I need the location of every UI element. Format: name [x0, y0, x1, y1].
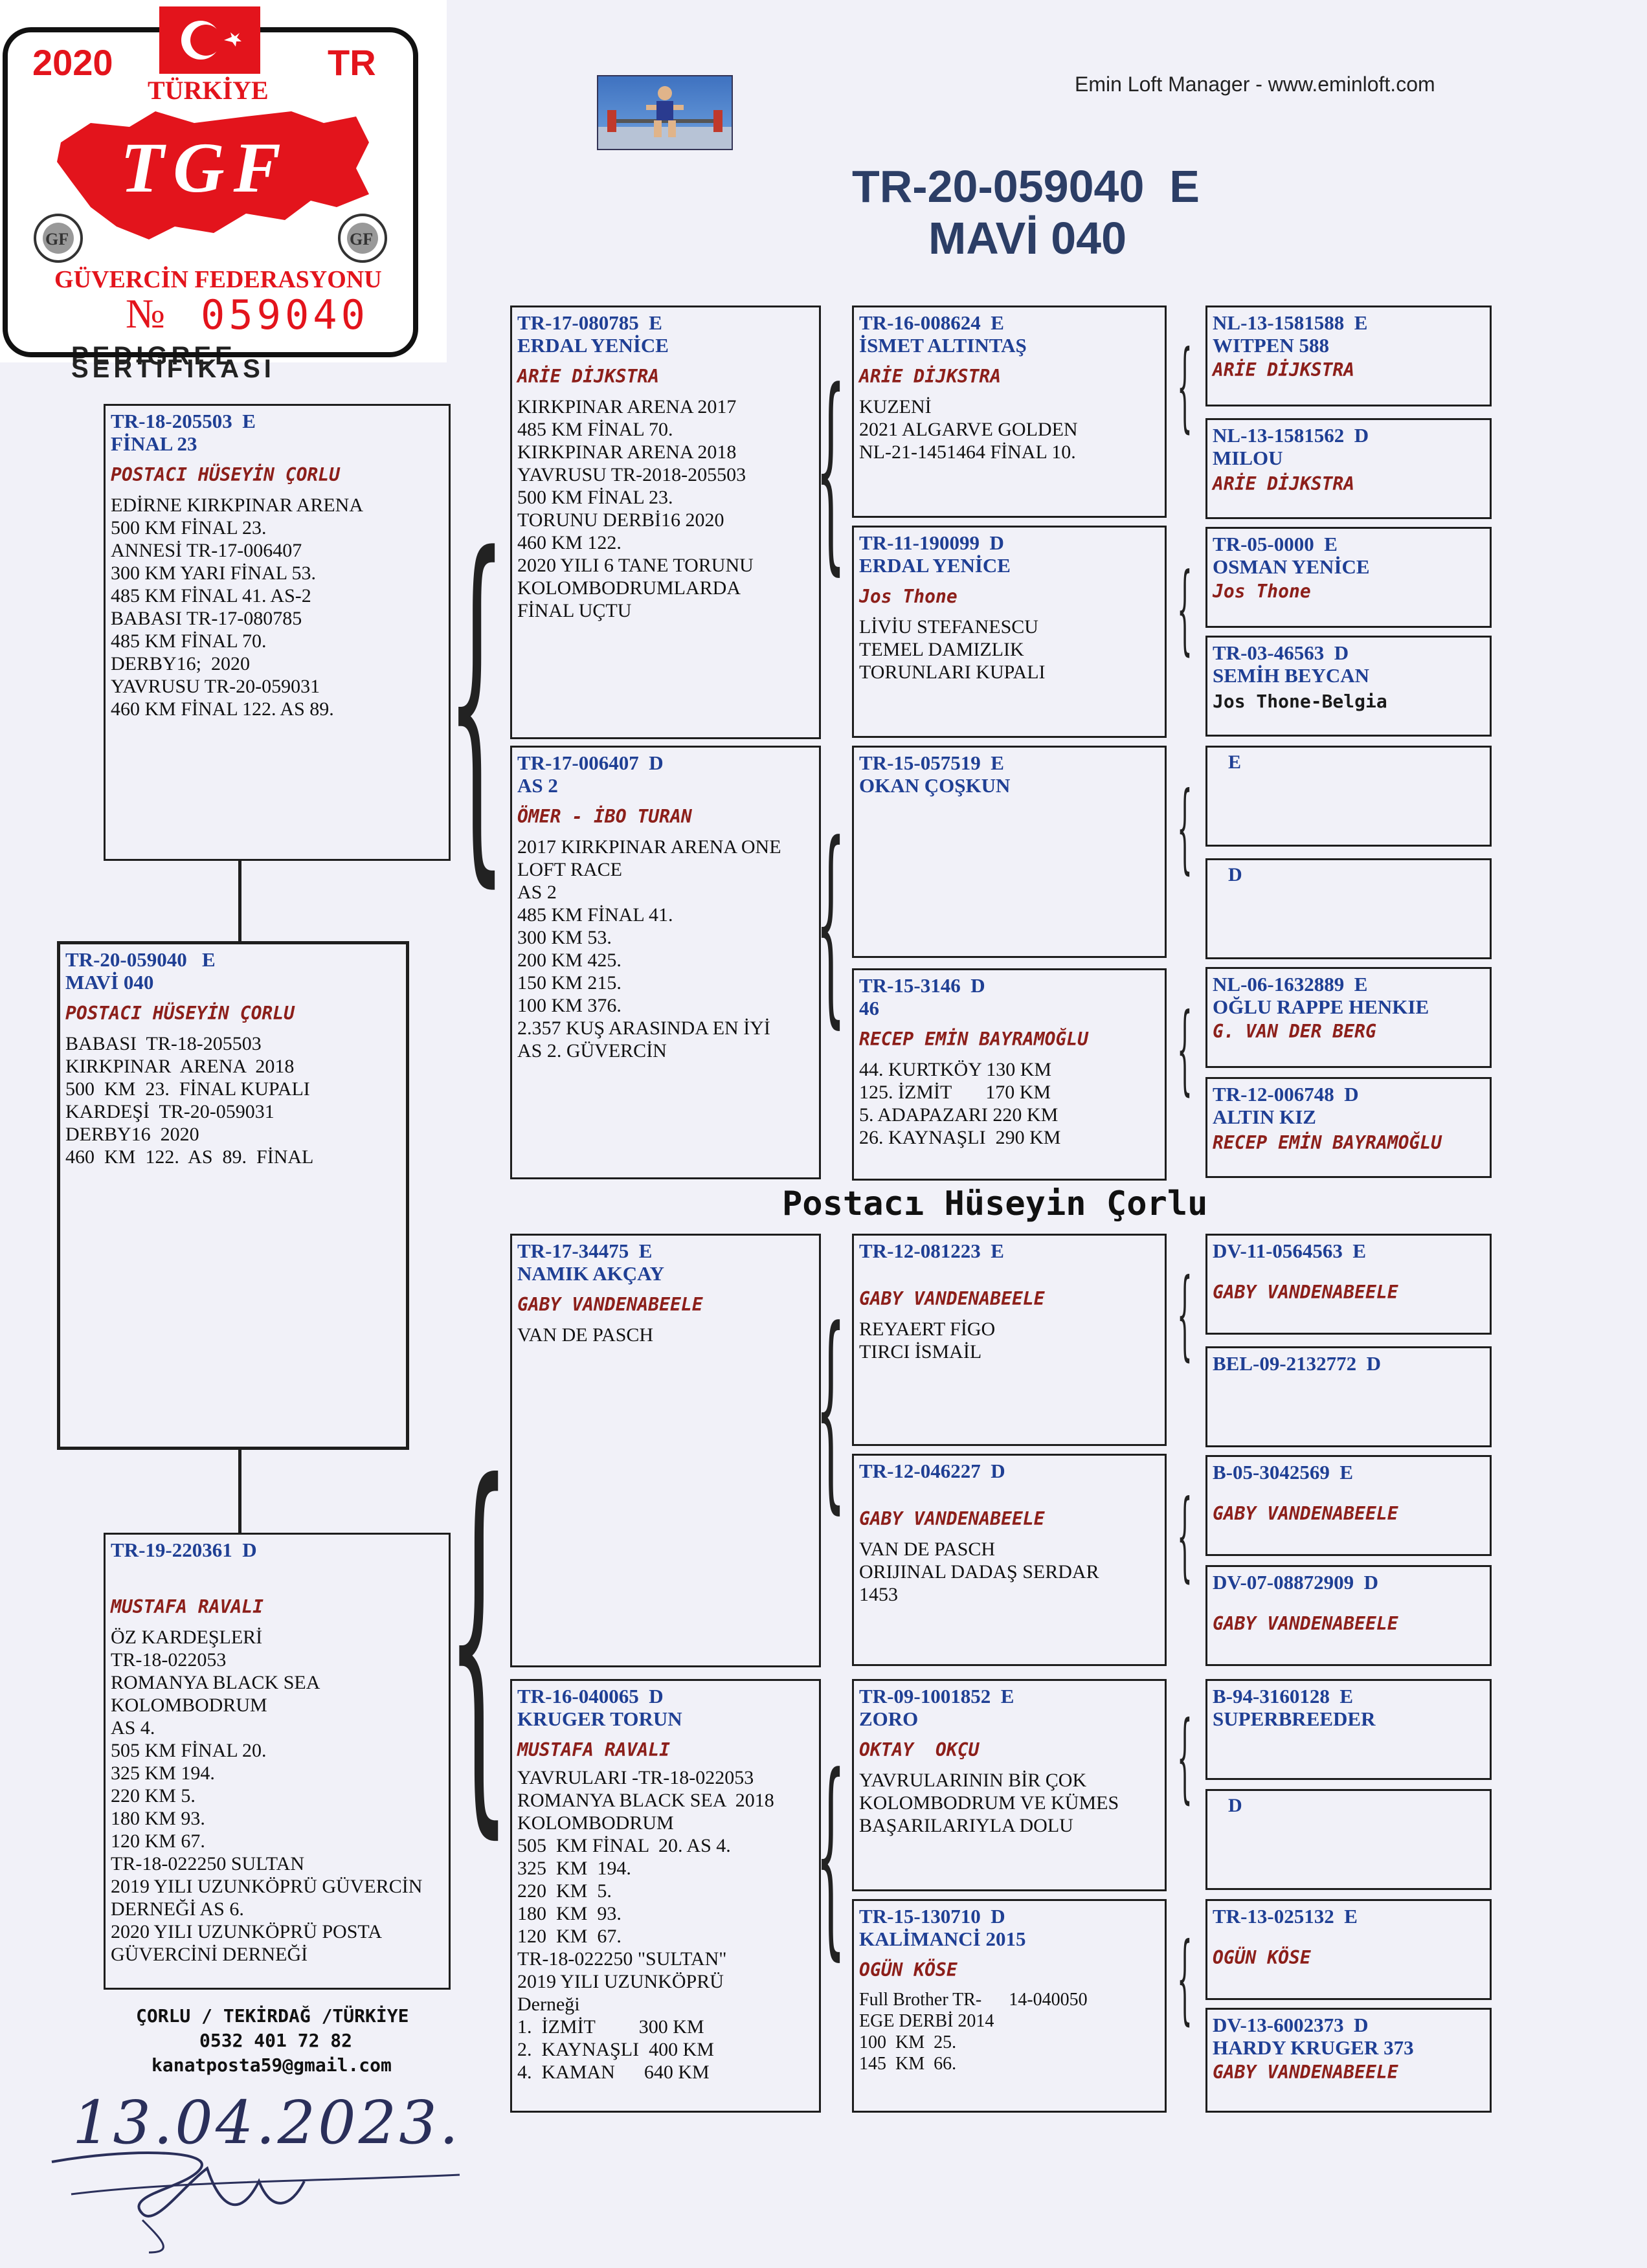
dam-breeder: MUSTAFA RAVALI	[111, 1596, 264, 1618]
gen4-card-13	[1205, 1679, 1492, 1780]
gen2-id: TR-17-34475 E NAMIK AKÇAY	[517, 1240, 665, 1285]
gen3-breeder: Jos Thone	[859, 586, 958, 607]
gen3-card-8	[852, 1899, 1167, 2113]
gen3-breeder: ARİE DİJKSTRA	[859, 366, 1002, 387]
federation-emblem-right-icon	[324, 211, 401, 265]
gen2-notes: 2017 KIRKPINAR ARENA ONE LOFT RACE AS 2 485 KM FİNAL 41. 300 KM 53. 200 KM 425. 150 KM 215. 100 KM 376. 2.357 KUŞ ARASINDA EN İYİ AS 2. GÜVERCİN	[517, 836, 781, 1062]
brace-gen4-5: {	[1177, 1258, 1193, 1371]
federation-emblem-left-icon	[19, 211, 97, 265]
gen4-card-6	[1205, 858, 1492, 959]
brace-gen4-1: {	[1177, 330, 1193, 443]
sire-id: TR-18-205503 E FİNAL 23	[111, 410, 256, 455]
turkish-flag-icon	[159, 6, 260, 74]
dam-card	[104, 1533, 451, 1990]
gen4-id: E	[1228, 751, 1242, 773]
handwritten-signature	[45, 2142, 460, 2259]
gen3-breeder: OGÜN KÖSE	[859, 1959, 958, 1981]
gen4-breeder: OGÜN KÖSE	[1213, 1947, 1311, 1968]
sire-notes: EDİRNE KIRKPINAR ARENA 500 KM FİNAL 23. ANNESİ TR-17-006407 300 KM YARI FİNAL 53. 485 KM FİNAL 41. AS-2 BABASI TR-17-080785 485 KM FİNAL 70. DERBY16; 2020 YAVRUSU TR-20-059031 460 KM FİNAL 122. AS 89.	[111, 495, 363, 720]
gen4-breeder: ARİE DİJKSTRA	[1213, 473, 1355, 495]
gen4-card-5	[1205, 746, 1492, 847]
gen4-card-8	[1205, 1077, 1492, 1178]
footer-address: ÇORLU / TEKİRDAĞ /TÜRKİYE	[136, 2005, 409, 2027]
subject-id: TR-20-059040 E MAVİ 040	[65, 948, 216, 994]
gen3-breeder: GABY VANDENABEELE	[859, 1508, 1045, 1529]
gen4-card-14	[1205, 1789, 1492, 1890]
brace-gen4-3: {	[1177, 772, 1193, 884]
gen3-notes: Full Brother TR- 14-040050 EGE DERBİ 2014 100 KM 25. 145 KM 66.	[859, 1990, 1088, 2074]
gen2-card-3	[510, 1234, 821, 1667]
gen4-id: TR-05-0000 E OSMAN YENİCE	[1213, 533, 1370, 578]
handwritten-date: 13.04.2023.	[73, 2088, 461, 2157]
dam-notes: ÖZ KARDEŞLERİ TR-18-022053 ROMANYA BLACK SEA KOLOMBODRUM AS 4. 505 KM FİNAL 20. 325 KM 194. 220 KM 5. 180 KM 93. 120 KM 67. TR-18-022250 SULTAN 2019 YILI UZUNKÖPRÜ GÜVERCİN DERNEĞİ AS 6. 2020 YILI UZUNKÖPRÜ POSTA GÜVERCİNİ DERNEĞİ	[111, 1627, 423, 1965]
connector-sire	[238, 861, 241, 941]
software-credit: Emin Loft Manager - www.eminloft.com	[1075, 72, 1435, 96]
gen3-card-6	[852, 1454, 1167, 1666]
gen2-notes: VAN DE PASCH	[517, 1324, 654, 1346]
tgf-stamp	[0, 0, 447, 383]
gen3-id: TR-16-008624 E İSMET ALTINTAŞ	[859, 311, 1027, 357]
gen4-id: NL-13-1581588 E WITPEN 588	[1213, 311, 1368, 357]
gen4-id: TR-12-006748 D ALTIN KIZ	[1213, 1083, 1359, 1128]
gen4-id: D	[1228, 1795, 1242, 1816]
gen4-breeder: GABY VANDENABEELE	[1213, 1613, 1398, 1634]
gen4-breeder: G. VAN DER BERG	[1213, 1021, 1376, 1042]
gen3-breeder: RECEP EMİN BAYRAMOĞLU	[859, 1028, 1089, 1050]
gen2-id: TR-17-006407 D AS 2	[517, 751, 664, 797]
gen4-card-9	[1205, 1234, 1492, 1335]
brace-gen3-2: {	[816, 798, 846, 1047]
brace-gen2-upper: {	[447, 480, 507, 917]
gen3-notes: KUZENİ 2021 ALGARVE GOLDEN NL-21-1451464 FİNAL 10.	[859, 396, 1078, 463]
stamp-number-label: №	[126, 291, 166, 337]
gen4-id: TR-13-025132 E	[1213, 1905, 1358, 1928]
gen2-card-4	[510, 1679, 821, 2113]
subject-breeder: POSTACI HÜSEYİN ÇORLU	[65, 1003, 295, 1024]
gen4-card-2	[1205, 418, 1492, 519]
brace-gen2-lower: {	[447, 1404, 511, 1871]
gen3-notes: VAN DE PASCH ORIJINAL DADAŞ SERDAR 1453	[859, 1539, 1099, 1605]
bird-name-title: MAVİ 040	[928, 213, 1127, 263]
gen3-id: TR-12-081223 E	[859, 1240, 1004, 1262]
gen4-id: TR-03-46563 D SEMİH BEYCAN	[1213, 641, 1370, 687]
gen4-id: B-05-3042569 E	[1213, 1461, 1353, 1484]
stamp-federation: GÜVERCİN FEDERASYONU	[54, 266, 382, 293]
gen3-card-3	[852, 746, 1167, 958]
gen2-notes: KIRKPINAR ARENA 2017 485 KM FİNAL 70. KIRKPINAR ARENA 2018 YAVRUSU TR-2018-205503 500 KM FİNAL 23. TORUNU DERBİ16 2020 460 KM 122. 2020 YILI 6 TANE TORUNU KOLOMBODRUMLARDA FİNAL UÇTU	[517, 396, 754, 621]
gen3-card-4	[852, 968, 1167, 1181]
gen4-breeder: GABY VANDENABEELE	[1213, 1282, 1398, 1303]
gen3-id: TR-12-046227 D	[859, 1460, 1005, 1482]
sire-breeder: POSTACI HÜSEYİN ÇORLU	[111, 464, 341, 485]
stamp-cut-title: PEDIGREE SERTIFIKASI	[71, 342, 275, 383]
brace-gen4-6: {	[1177, 1480, 1193, 1592]
gen4-card-11	[1205, 1455, 1492, 1556]
gen4-card-16	[1205, 2008, 1492, 2113]
gen3-notes: YAVRULARININ BİR ÇOK KOLOMBODRUM VE KÜMES BAŞARILARIYLA DOLU	[859, 1770, 1119, 1836]
gen3-id: TR-15-3146 D 46	[859, 974, 985, 1019]
gen3-id: TR-15-057519 E OKAN ÇOŞKUN	[859, 751, 1011, 797]
gen3-id: TR-15-130710 D KALİMANCİ 2015	[859, 1905, 1026, 1950]
gen2-notes: YAVRULARI -TR-18-022053 ROMANYA BLACK SEA 2018 KOLOMBODRUM 505 KM FİNAL 20. AS 4. 325 KM 194. 220 KM 5. 180 KM 93. 120 KM 67. TR-18-022250 "SULTAN" 2019 YILI UZUNKÖPRÜ Derneği 1. İZMİT 300 KM 2. KAYNAŞLI 400 KM 4. KAMAN 640 KM	[517, 1767, 774, 2083]
gen2-id: TR-17-080785 E ERDAL YENİCE	[517, 311, 669, 357]
stamp-number: 059040	[201, 291, 369, 339]
gen4-card-12	[1205, 1565, 1492, 1666]
gen3-notes: 44. KURTKÖY 130 KM 125. İZMİT 170 KM 5. ADAPAZARI 220 KM 26. KAYNAŞLI 290 KM	[859, 1059, 1061, 1148]
gen3-notes: LİVİU STEFANESCU TEMEL DAMIZLIK TORUNLARI KUPALI	[859, 616, 1046, 683]
gen4-card-4	[1205, 636, 1492, 737]
gen4-card-15	[1205, 1899, 1492, 2000]
gen4-card-1	[1205, 306, 1492, 406]
footer-email: kanatposta59@gmail.com	[151, 2054, 392, 2076]
gen3-breeder: OKTAY OKÇU	[859, 1739, 980, 1761]
gen3-card-2	[852, 526, 1167, 738]
center-title: Postacı Hüseyin Çorlu	[782, 1184, 1208, 1223]
dam-id: TR-19-220361 D	[111, 1539, 257, 1561]
gen4-card-10	[1205, 1346, 1492, 1447]
gen4-id: DV-11-0564563 E	[1213, 1240, 1367, 1262]
gen2-breeder: ÖMER - İBO TURAN	[517, 806, 692, 827]
gen4-breeder: Jos Thone-Belgia	[1213, 691, 1387, 712]
gen3-card-5	[852, 1234, 1167, 1446]
brace-gen4-8: {	[1177, 1922, 1193, 2035]
gen4-id: DV-13-6002373 D HARDY KRUGER 373	[1213, 2014, 1414, 2059]
gen3-id: TR-11-190099 D ERDAL YENİCE	[859, 531, 1011, 577]
svg-text:GF: GF	[350, 230, 374, 249]
brace-gen3-3: {	[816, 1284, 846, 1532]
stamp-country-code: TR	[328, 42, 376, 83]
gen3-card-7	[852, 1679, 1167, 1891]
gen2-breeder: GABY VANDENABEELE	[517, 1294, 703, 1315]
gen4-breeder: GABY VANDENABEELE	[1213, 2062, 1398, 2083]
stamp-country: TÜRKİYE	[148, 76, 269, 105]
gen4-breeder: Jos Thone	[1213, 581, 1311, 602]
gen2-card-2	[510, 746, 821, 1179]
connector-dam	[238, 1450, 241, 1533]
gen2-card-1	[510, 306, 821, 739]
gen2-breeder: MUSTAFA RAVALI	[517, 1739, 671, 1761]
gen4-breeder: GABY VANDENABEELE	[1213, 1503, 1398, 1524]
gen4-id: NL-13-1581562 D MILOU	[1213, 424, 1369, 469]
svg-text:GF: GF	[45, 230, 69, 249]
gen4-breeder: ARİE DİJKSTRA	[1213, 359, 1355, 381]
gen4-id: DV-07-08872909 D	[1213, 1571, 1379, 1594]
gen3-notes: REYAERT FİGO TIRCI İSMAİL	[859, 1318, 996, 1362]
gen4-card-7	[1205, 967, 1492, 1068]
stamp-abbr: TGF	[120, 128, 290, 207]
stamp-year: 2020	[32, 42, 113, 83]
gen4-id: NL-06-1632889 E OĞLU RAPPE HENKIE	[1213, 973, 1429, 1018]
ring-number-title: TR-20-059040 E	[852, 161, 1200, 212]
gen3-id: TR-09-1001852 E ZORO	[859, 1685, 1014, 1730]
brace-gen3-1: {	[816, 345, 846, 594]
brace-gen4-2: {	[1177, 553, 1193, 665]
brace-gen4-7: {	[1177, 1701, 1193, 1814]
gen3-breeder: GABY VANDENABEELE	[859, 1288, 1045, 1309]
footer-phone: 0532 401 72 82	[199, 2030, 353, 2051]
gen4-breeder: RECEP EMİN BAYRAMOĞLU	[1213, 1132, 1442, 1153]
gen4-card-3	[1205, 527, 1492, 628]
gen4-id: BEL-09-2132772 D	[1213, 1352, 1382, 1375]
gen2-breeder: ARİE DİJKSTRA	[517, 366, 660, 387]
brace-gen3-4: {	[816, 1730, 846, 1979]
subject-notes: BABASI TR-18-205503 KIRKPINAR ARENA 2018 500 KM 23. FİNAL KUPALI KARDEŞİ TR-20-059031 DERBY16 2020 460 KM 122. AS 89. FİNAL	[65, 1033, 314, 1168]
gen2-id: TR-16-040065 D KRUGER TORUN	[517, 1685, 682, 1730]
brace-gen4-4: {	[1177, 993, 1193, 1106]
sire-card	[104, 404, 451, 861]
gen4-id: D	[1228, 864, 1242, 885]
weightlifter-photo	[597, 75, 733, 150]
subject-card	[57, 941, 409, 1450]
gen4-id: B-94-3160128 E SUPERBREEDER	[1213, 1685, 1376, 1730]
gen3-card-1	[852, 306, 1167, 518]
